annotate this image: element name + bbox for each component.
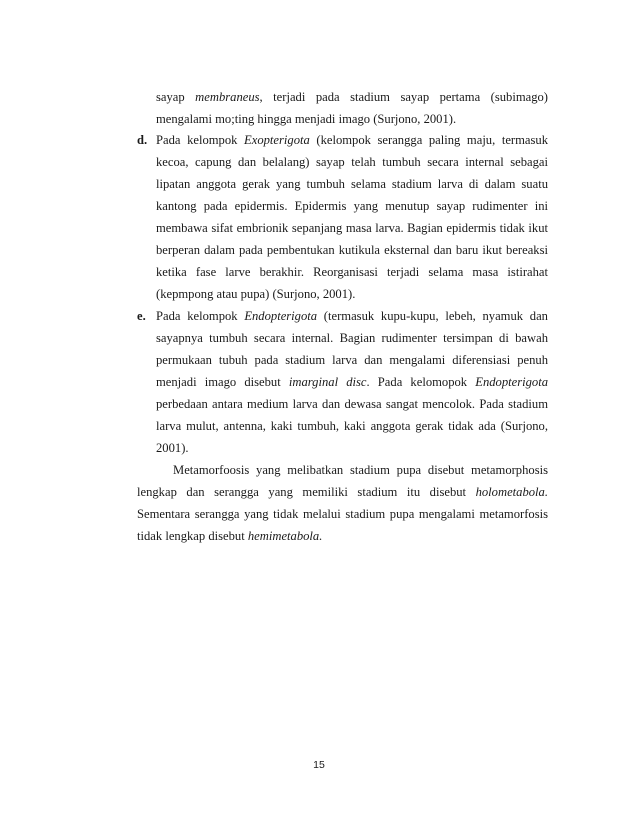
item-d-line-3: lipatan anggota gerak yang tumbuh selama stadium larva di dalam suatu bbox=[156, 177, 548, 191]
intro-line-1: sayap membraneus, terjadi pada stadium sayap pertama (subimago) bbox=[156, 90, 548, 104]
closing-line-4: tidak lengkap disebut hemimetabola. bbox=[137, 529, 323, 543]
item-e-line-4: menjadi imago disebut imarginal disc. Pada kelomopok Endopterigota bbox=[156, 375, 548, 389]
item-e-line-2: sayapnya tumbuh secara internal. Bagian rudimenter tersimpan di bawah bbox=[156, 331, 548, 345]
item-d-line-6: berperan dalam pada pembentukan kutikula eksternal dan baru ikut bereaksi bbox=[156, 243, 548, 257]
closing-line-2: lengkap dan serangga yang memiliki stadium itu disebut holometabola. bbox=[137, 485, 548, 499]
item-d-line-1: Pada kelompok Exopterigota (kelompok serangga paling maju, termasuk bbox=[156, 133, 548, 147]
item-d-line-4: kantong pada epidermis. Epidermis yang menutup sayap rudimenter ini bbox=[156, 199, 548, 213]
item-d-line-8: (kepmpong atau pupa) (Surjono, 2001). bbox=[156, 287, 356, 301]
list-marker-e: e. bbox=[137, 309, 146, 323]
intro-line-2: mengalami mo;ting hingga menjadi imago (Surjono, 2001). bbox=[156, 112, 457, 126]
closing-line-1: Metamorfoosis yang melibatkan stadium pupa disebut metamorphosis bbox=[173, 463, 548, 477]
closing-line-3: Sementara serangga yang tidak melalui stadium pupa mengalami metamorfosis bbox=[137, 507, 548, 521]
item-e-line-5: perbedaan antara medium larva dan dewasa sangat mencolok. Pada stadium bbox=[156, 397, 548, 411]
page-number: 15 bbox=[313, 759, 325, 771]
list-marker-d: d. bbox=[137, 133, 148, 147]
item-e-line-7: 2001). bbox=[156, 441, 189, 455]
item-e-line-6: larva mulut, antenna, kaki tumbuh, kaki anggota gerak tidak ada (Surjono, bbox=[156, 419, 548, 433]
item-d-line-5: membawa sifat embrionik sepanjang masa larva. Bagian epidermis tidak ikut bbox=[156, 221, 548, 235]
item-e-line-1: Pada kelompok Endopterigota (termasuk kupu-kupu, lebeh, nyamuk dan bbox=[156, 309, 548, 323]
item-e-line-3: permukaan tubuh pada stadium larva dan mengalami diferensiasi penuh bbox=[156, 353, 548, 367]
item-d-line-2: kecoa, capung dan belalang) sayap telah tumbuh secara internal sebagai bbox=[156, 155, 548, 169]
item-d-line-7: ketika fase larve berakhir. Reorganisasi terjadi selama masa istirahat bbox=[156, 265, 548, 279]
